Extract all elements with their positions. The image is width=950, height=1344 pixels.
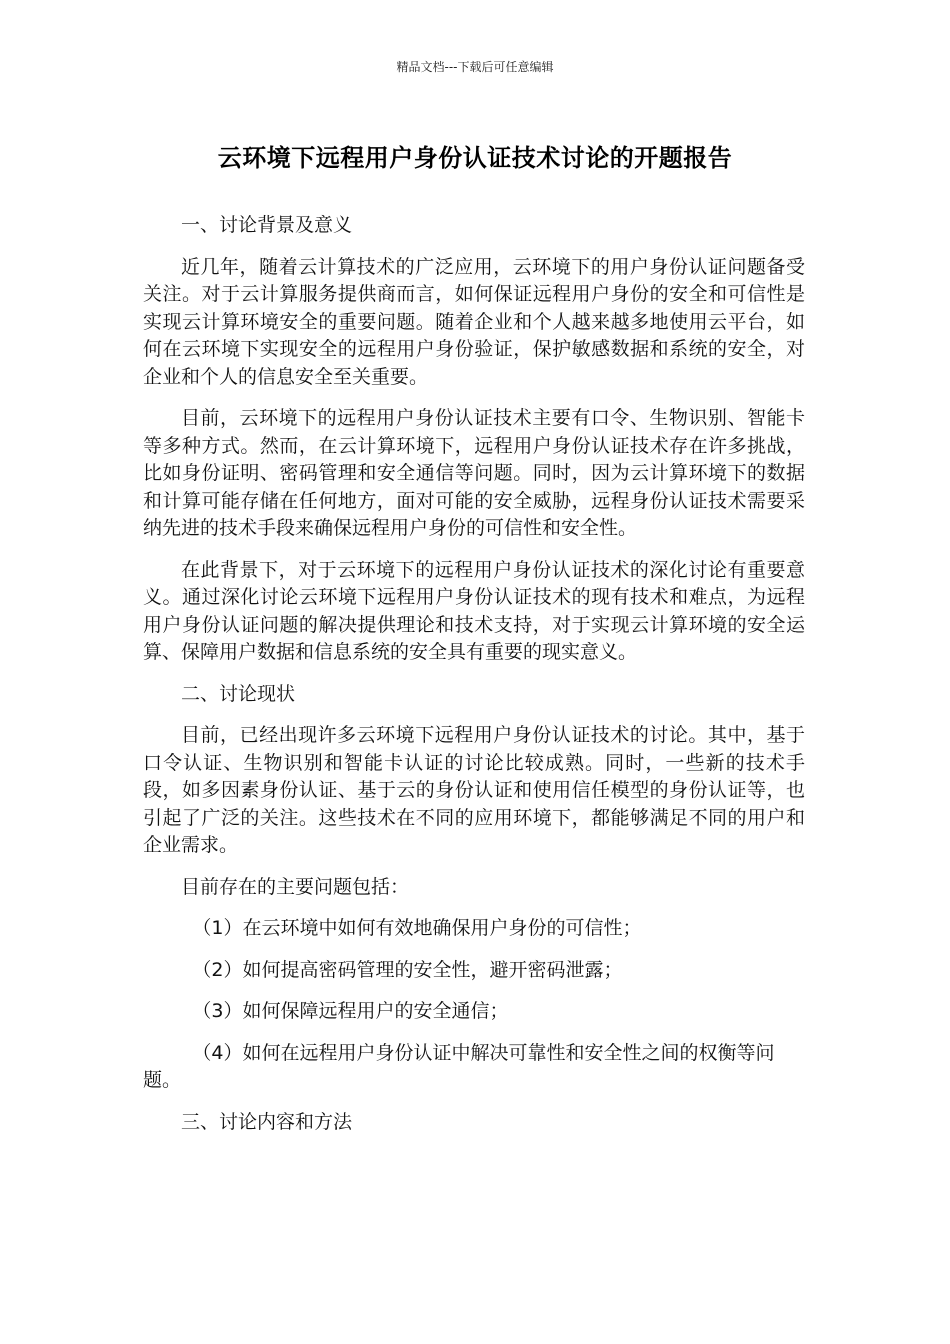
section-heading-content-methods: 三、讨论内容和方法 xyxy=(181,1110,353,1133)
paragraph: 近几年，随着云计算技术的广泛应用，云环境下的用户身份认证问题备受关注。对于云计算服务提供商而言，如何保证远程用户身份的安全和可信性是实现云计算环境安全的重要问题。随着企业和个人越来越多地使用云平台，如何在云环境下实现安全的远程用户身份验证，保护敏感数据和系统的安全，对企业和个人的信息安全至关重要。 xyxy=(143,255,805,388)
list-item: （1）在云环境中如何有效地确保用户身份的可信性； xyxy=(192,917,642,939)
document-body xyxy=(143,212,805,1150)
list-item: （2）如何提高密码管理的安全性，避开密码泄露； xyxy=(192,958,623,981)
paragraph: 目前，已经出现许多云环境下远程用户身份认证技术的讨论。其中，基于口令认证、生物识别和智能卡认证的讨论比较成熟。同时，一些新的技术手段，如多因素身份认证、基于云的身份认证和使用信任模型的身份认证等，也引起了广泛的关注。这些技术在不同的应用环境下，都能够满足不同的用户和企业需求。 xyxy=(143,724,805,856)
section-heading-status: 二、讨论现状 xyxy=(181,682,296,705)
document-title: 云环境下远程用户身份认证技术讨论的开题报告 xyxy=(217,144,733,172)
paragraph: 目前存在的主要问题包括： xyxy=(181,875,410,898)
list-item: （4）如何在远程用户身份认证中解决可靠性和安全性之间的权衡等问题。 xyxy=(143,1041,775,1091)
list-item: （3）如何保障远程用户的安全通信； xyxy=(192,1000,509,1022)
paragraph: 在此背景下，对于云环境下的远程用户身份认证技术的深化讨论有重要意义。通过深化讨论云环境下远程用户身份认证技术的现有技术和难点，为远程用户身份认证问题的解决提供理论和技术支持，对于实现云计算环境的安全运算、保障用户数据和信息系统的安全具有重要的现实意义。 xyxy=(143,558,805,663)
paragraph: 目前，云环境下的远程用户身份认证技术主要有口令、生物识别、智能卡等多种方式。然而，在云计算环境下，远程用户身份认证技术存在许多挑战，比如身份证明、密码管理和安全通信等问题。同时，因为云计算环境下的数据和计算可能存储在任何地方，面对可能的安全威胁，远程身份认证技术需要采纳先进的技术手段来确保远程用户身份的可信性和安全性。 xyxy=(143,407,805,539)
page-header: 精品文档---下载后可任意编辑 xyxy=(396,60,554,74)
section-heading-background: 一、讨论背景及意义 xyxy=(181,214,353,236)
